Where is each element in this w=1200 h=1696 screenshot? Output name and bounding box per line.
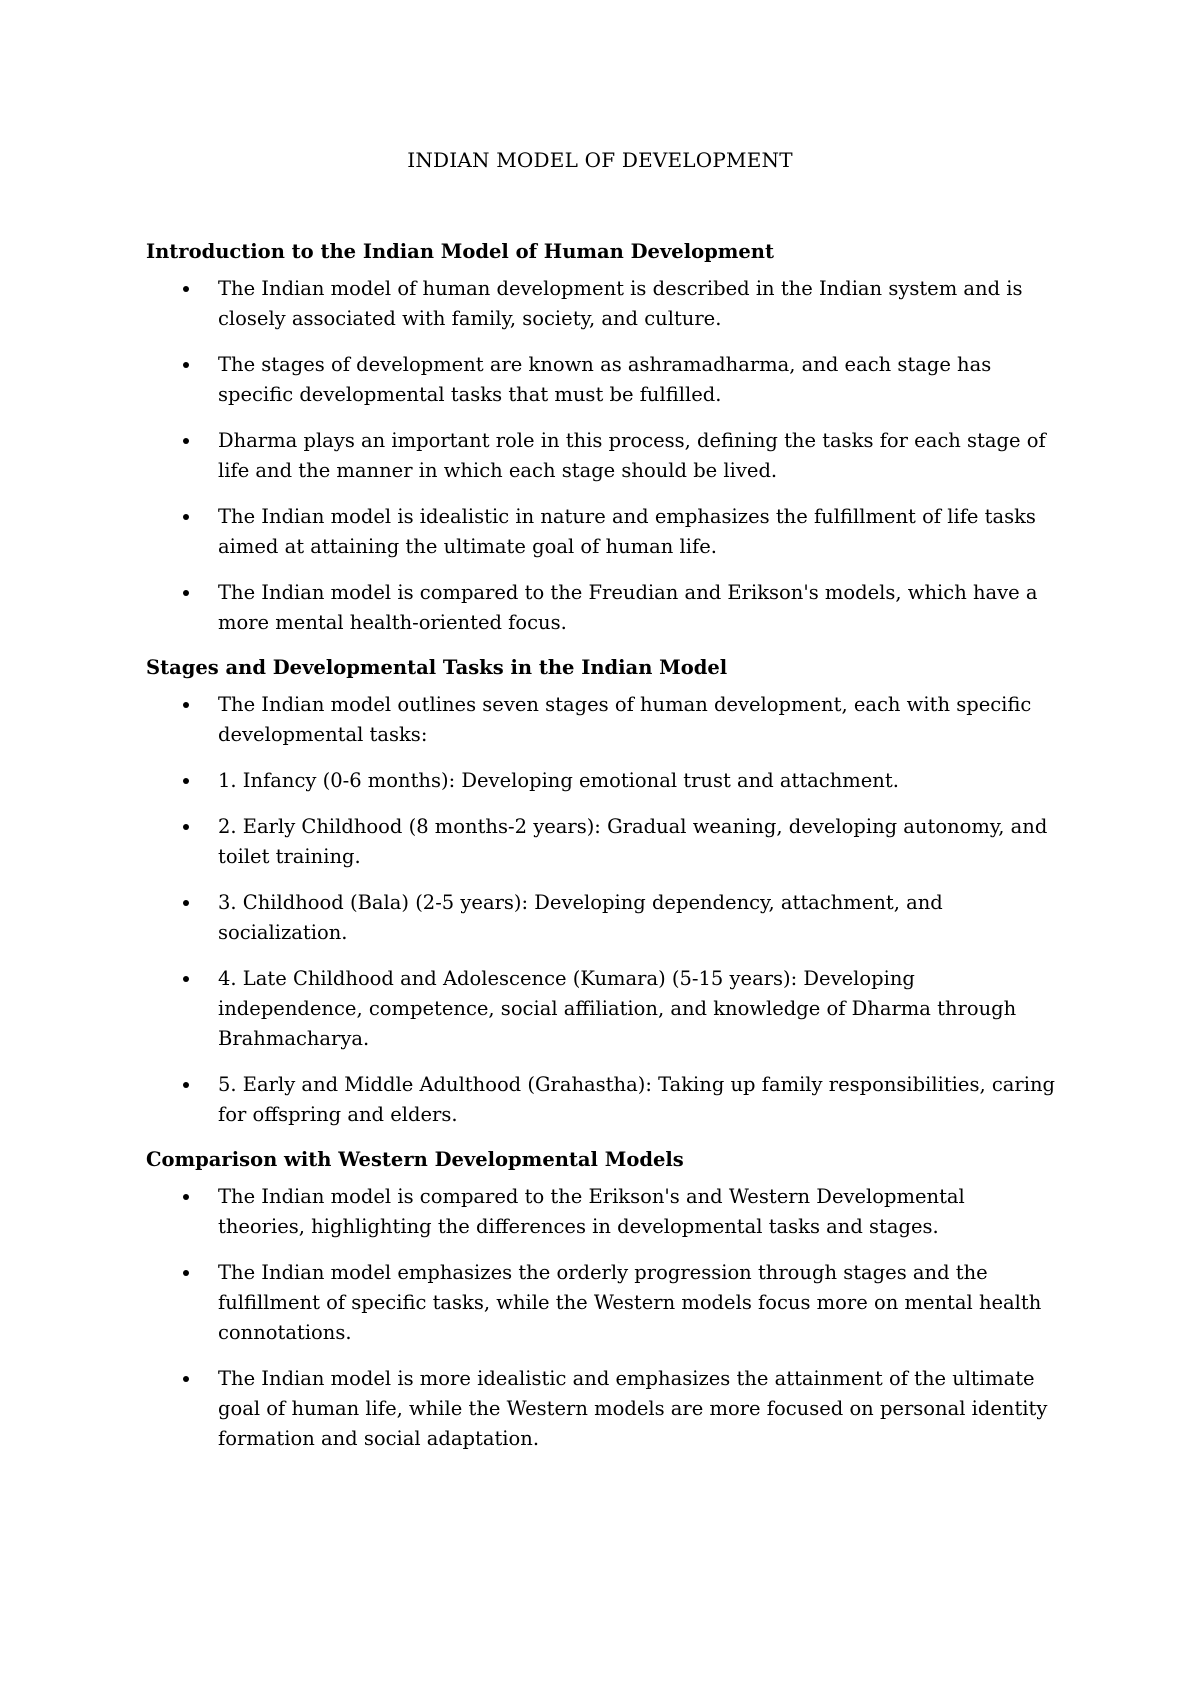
list-item-text: 1. Infancy (0-6 months): Developing emotional trust and attachment. bbox=[218, 769, 899, 792]
section-heading: Comparison with Western Developmental Models bbox=[146, 1148, 684, 1171]
list-item bbox=[146, 812, 1056, 872]
bullet-icon bbox=[183, 1270, 189, 1276]
list-item bbox=[146, 690, 1056, 750]
list-item-text: Dharma plays an important role in this process, defining the tasks for each stage of life and the manner in which each stage should be lived. bbox=[218, 429, 1046, 482]
section-comparison bbox=[146, 1146, 1056, 1454]
list-item-text: 4. Late Childhood and Adolescence (Kumara) (5-15 years): Developing independence, competence, social affiliation, and knowledge of Dharma through Brahmacharya. bbox=[218, 967, 1017, 1050]
list-item-text: The Indian model is compared to the Freudian and Erikson's models, which have a more mental health-oriented focus. bbox=[218, 581, 1038, 634]
list-item bbox=[146, 1258, 1056, 1348]
bullet-icon bbox=[183, 590, 189, 596]
bullet-icon bbox=[183, 362, 189, 368]
section-introduction bbox=[146, 238, 1056, 638]
list-item-text: The Indian model outlines seven stages of human development, each with specific developmental tasks: bbox=[218, 693, 1032, 746]
list-item bbox=[146, 1364, 1056, 1454]
bullet-list bbox=[146, 690, 1056, 1130]
bullet-icon bbox=[183, 702, 189, 708]
bullet-icon bbox=[183, 1376, 189, 1382]
document-body bbox=[146, 238, 1056, 1470]
list-item-text: 5. Early and Middle Adulthood (Grahastha): Taking up family responsibilities, caring for offspring and elders. bbox=[218, 1073, 1056, 1126]
bullet-icon bbox=[183, 824, 189, 830]
bullet-icon bbox=[183, 286, 189, 292]
list-item-text: The Indian model is idealistic in nature and emphasizes the fulfillment of life tasks aimed at attaining the ultimate goal of human life. bbox=[218, 505, 1036, 558]
list-item bbox=[146, 888, 1056, 948]
bullet-icon bbox=[183, 438, 189, 444]
bullet-icon bbox=[183, 976, 189, 982]
list-item-text: The Indian model is more idealistic and emphasizes the attainment of the ultimate goal of human life, while the Western models are more focused on personal identity formation and social adaptation. bbox=[218, 1367, 1048, 1450]
list-item bbox=[146, 426, 1056, 486]
bullet-list bbox=[146, 1182, 1056, 1454]
bullet-list bbox=[146, 274, 1056, 638]
bullet-icon bbox=[183, 1194, 189, 1200]
section-stages bbox=[146, 654, 1056, 1130]
bullet-icon bbox=[183, 514, 189, 520]
section-heading: Introduction to the Indian Model of Human Development bbox=[146, 240, 774, 263]
list-item-text: The Indian model of human development is described in the Indian system and is closely associated with family, society, and culture. bbox=[218, 277, 1023, 330]
section-heading: Stages and Developmental Tasks in the Indian Model bbox=[146, 656, 728, 679]
list-item-text: The stages of development are known as ashramadharma, and each stage has specific developmental tasks that must be fulfilled. bbox=[218, 353, 992, 406]
document-title: INDIAN MODEL OF DEVELOPMENT bbox=[407, 148, 793, 172]
list-item-text: The Indian model emphasizes the orderly progression through stages and the fulfillment of specific tasks, while the Western models focus more on mental health connotations. bbox=[218, 1261, 1042, 1344]
bullet-icon bbox=[183, 900, 189, 906]
list-item-text: The Indian model is compared to the Erikson's and Western Developmental theories, highlighting the differences in developmental tasks and stages. bbox=[218, 1185, 965, 1238]
list-item-text: 3. Childhood (Bala) (2-5 years): Developing dependency, attachment, and socialization. bbox=[218, 891, 943, 944]
list-item bbox=[146, 766, 1056, 796]
bullet-icon bbox=[183, 778, 189, 784]
list-item bbox=[146, 350, 1056, 410]
list-item-text: 2. Early Childhood (8 months-2 years): Gradual weaning, developing autonomy, and toilet training. bbox=[218, 815, 1048, 868]
list-item bbox=[146, 1182, 1056, 1242]
list-item bbox=[146, 502, 1056, 562]
bullet-icon bbox=[183, 1082, 189, 1088]
list-item bbox=[146, 274, 1056, 334]
list-item bbox=[146, 578, 1056, 638]
list-item bbox=[146, 1070, 1056, 1130]
list-item bbox=[146, 964, 1056, 1054]
